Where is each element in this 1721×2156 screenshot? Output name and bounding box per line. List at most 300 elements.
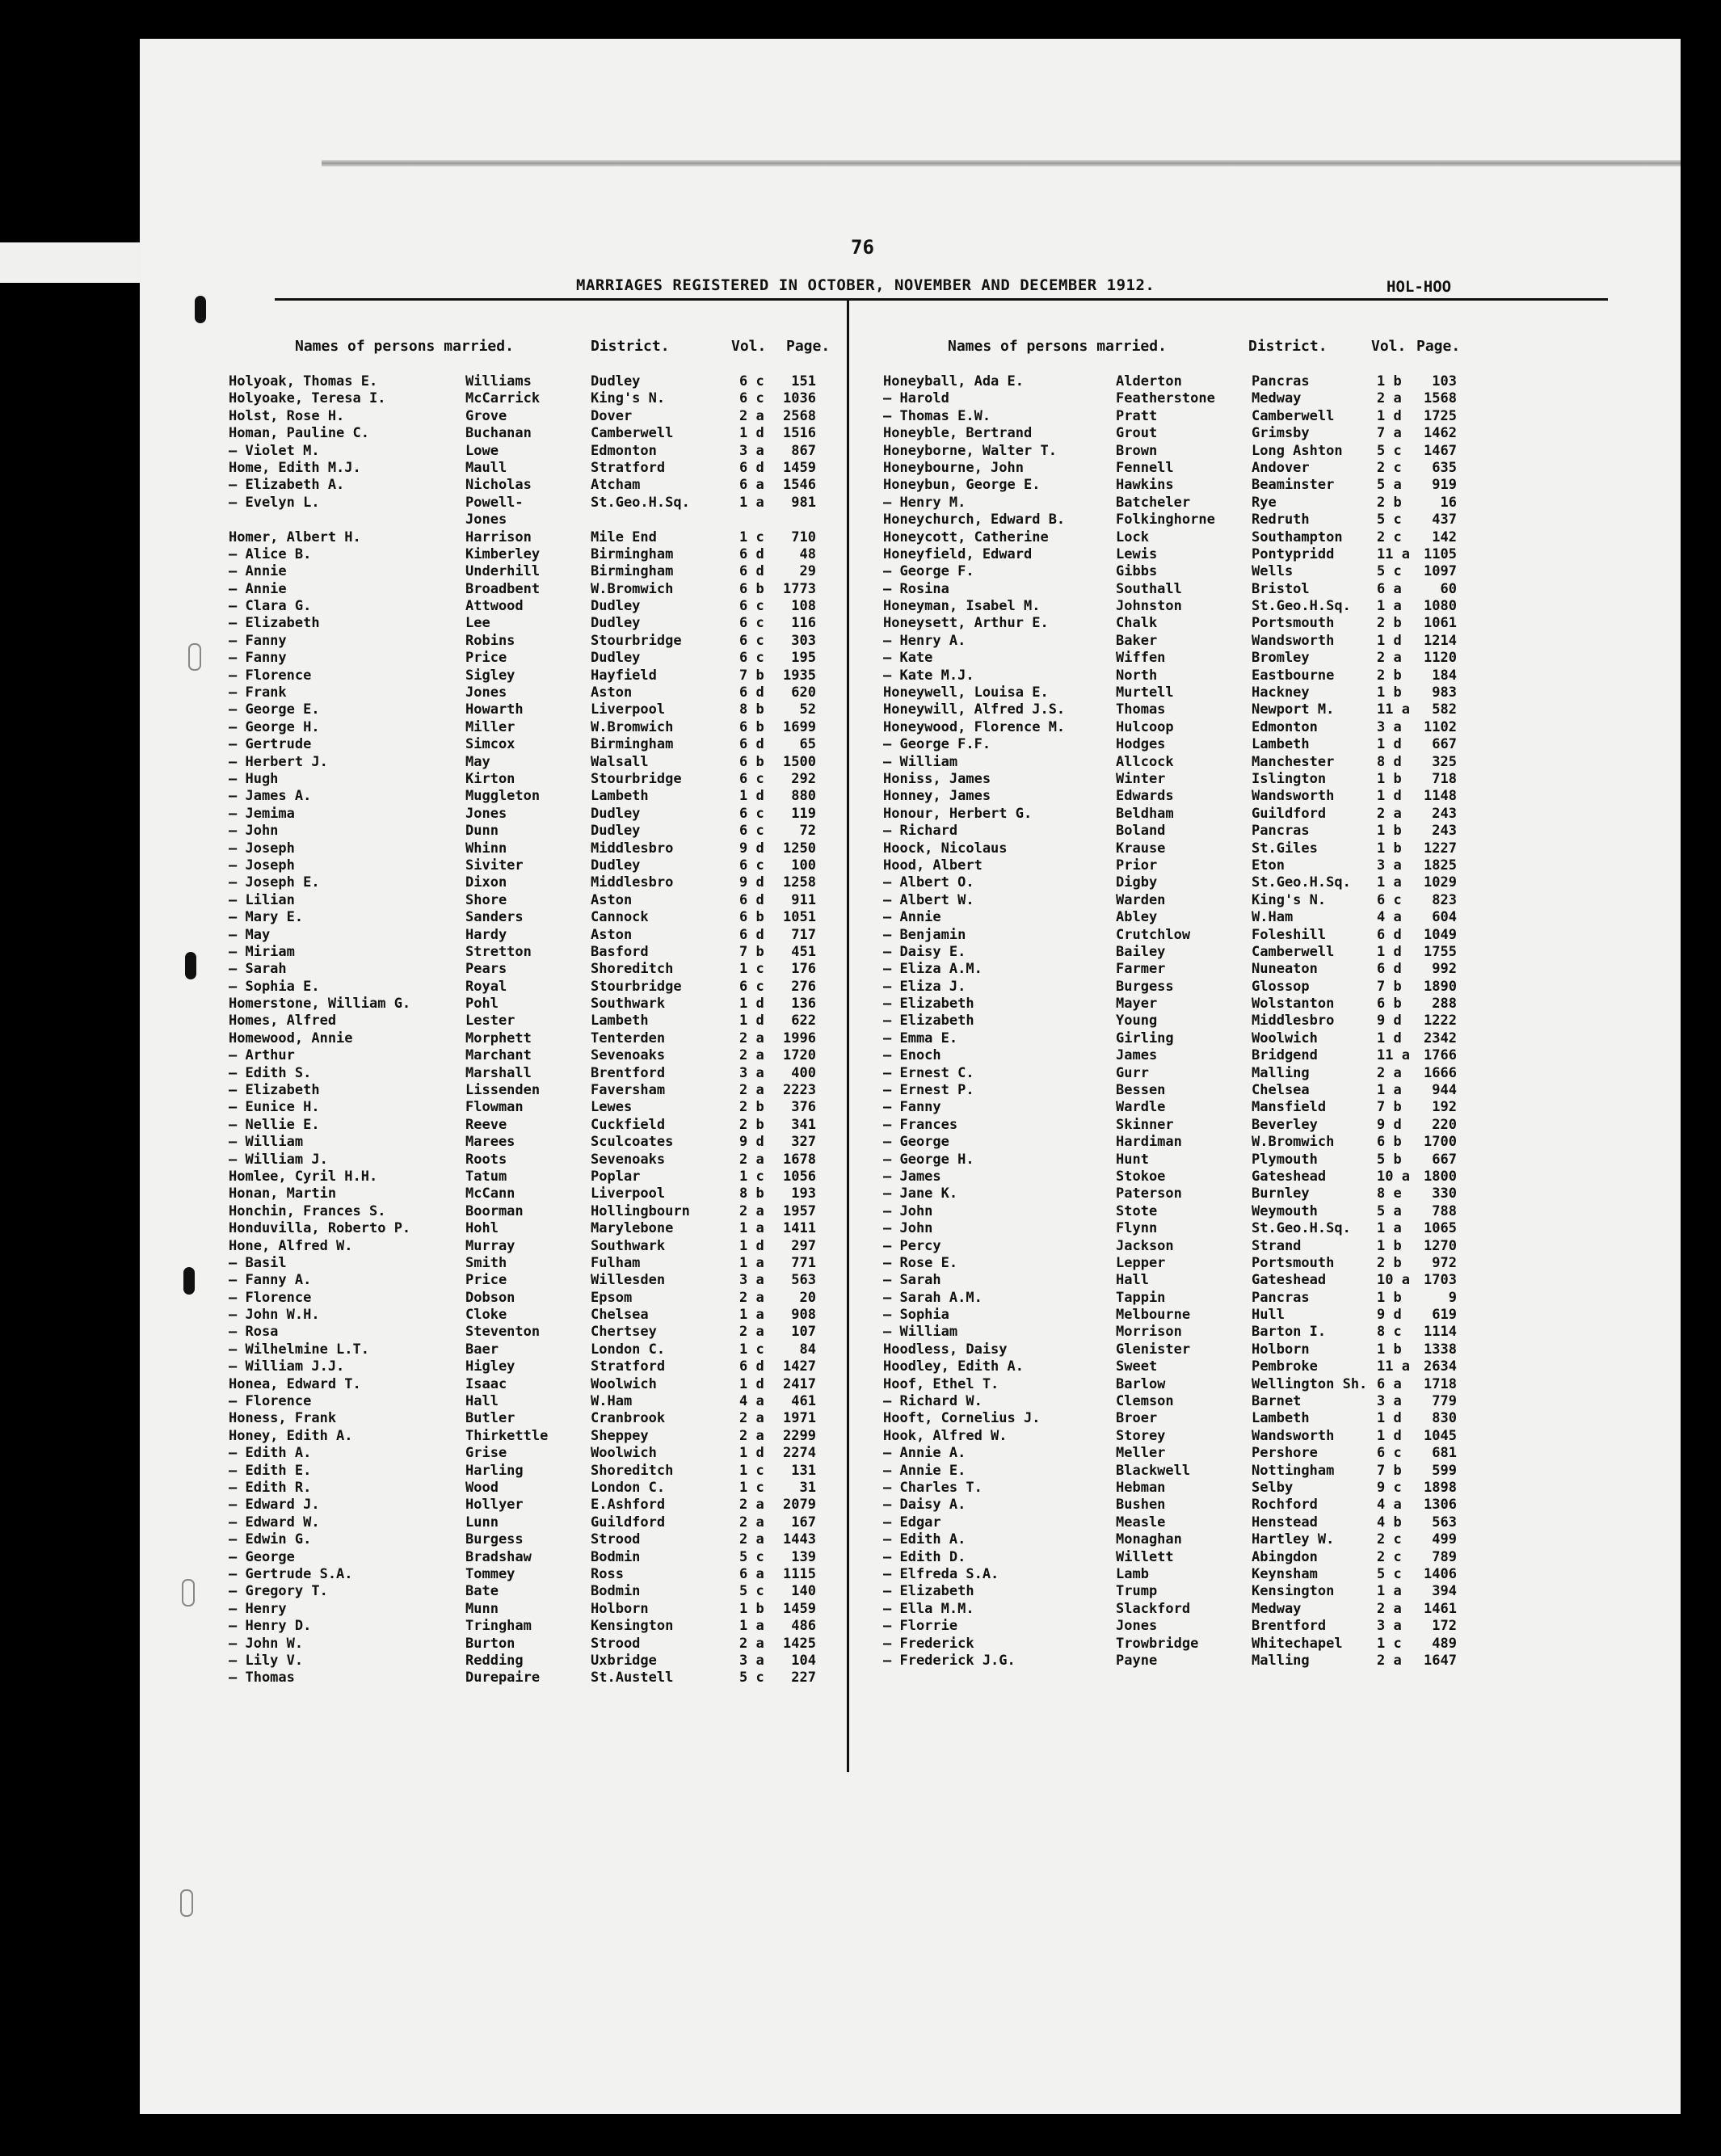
person-name: Honeyborne, Walter T. [883, 442, 1057, 459]
person-name: — John [883, 1220, 933, 1237]
district: Chelsea [1252, 1082, 1310, 1099]
person-name: Homer, Albert H. [229, 528, 361, 545]
table-row [229, 719, 843, 736]
spouse-surname: Pratt [1116, 407, 1158, 424]
spouse-surname: Jones [465, 805, 507, 822]
volume: 6 c [739, 632, 764, 649]
table-row [229, 1307, 843, 1324]
page-ref: 1102 [1424, 718, 1457, 735]
spouse-surname: Hawkins [1116, 477, 1174, 494]
page-ref: 2634 [1424, 1358, 1457, 1375]
page-ref: 276 [791, 978, 816, 995]
spouse-surname: Hall [1116, 1272, 1149, 1289]
volume: 3 a [739, 442, 764, 459]
district: Rochford [1252, 1497, 1318, 1514]
right-column [883, 338, 1618, 1670]
spouse-surname: Bessen [1116, 1082, 1166, 1099]
volume: 1 a [1377, 1082, 1402, 1099]
volume: 7 b [739, 667, 764, 684]
volume: 1 d [1377, 1410, 1402, 1427]
district: Sculcoates [591, 1134, 674, 1151]
table-row [883, 650, 1618, 667]
table-row [229, 546, 843, 563]
volume: 6 d [1377, 926, 1402, 943]
district: Pembroke [1252, 1358, 1318, 1375]
spouse-surname: Warden [1116, 891, 1166, 908]
spouse-surname: Batcheler [1116, 494, 1191, 511]
volume: 2 a [739, 1635, 764, 1652]
table-row [883, 996, 1618, 1013]
spouse-surname: Harling [465, 1462, 524, 1479]
person-name: Holst, Rose H. [229, 407, 345, 424]
person-name: — Sarah [883, 1272, 941, 1289]
person-name: Honour, Herbert G. [883, 805, 1033, 822]
district: Beverley [1252, 1116, 1318, 1133]
person-name: — Edith D. [883, 1548, 966, 1565]
table-row [883, 1549, 1618, 1566]
person-name: — Edgar [883, 1514, 941, 1531]
spouse-surname: Tommey [465, 1565, 515, 1582]
volume: 1 a [1377, 874, 1402, 891]
volume: 1 b [1377, 840, 1402, 857]
spouse-surname: Tappin [1116, 1289, 1166, 1306]
scan-edge-tab [0, 242, 141, 283]
table-row [229, 1393, 843, 1410]
volume: 1 a [739, 1220, 764, 1237]
table-row [883, 408, 1618, 425]
table-row [883, 754, 1618, 771]
table-row [883, 1220, 1618, 1237]
entry-list [229, 373, 843, 1687]
volume: 2 a [739, 1030, 764, 1046]
volume: 6 d [739, 926, 764, 943]
spouse-surname: Boorman [465, 1202, 524, 1219]
spouse-surname: McCann [465, 1185, 515, 1202]
district: Fulham [591, 1254, 641, 1271]
spouse-surname: Johnston [1116, 598, 1182, 615]
person-name: — Edith R. [229, 1480, 312, 1496]
spouse-surname: Roots [465, 1151, 507, 1168]
volume: 1 d [739, 1237, 764, 1254]
district: Chertsey [591, 1324, 657, 1341]
spouse-surname: Lee [465, 615, 490, 632]
spouse-surname: Meller [1116, 1445, 1166, 1462]
page-ref: 944 [1432, 1082, 1457, 1099]
district: Aston [591, 926, 633, 943]
table-row [229, 840, 843, 857]
table-row [883, 1410, 1618, 1427]
volume: 3 a [1377, 718, 1402, 735]
table-row [883, 1601, 1618, 1618]
table-row [229, 1134, 843, 1151]
person-name: — Basil [229, 1254, 287, 1271]
volume: 2 c [1377, 1531, 1402, 1548]
table-row [229, 1566, 843, 1583]
spouse-surname: Nicholas [465, 477, 532, 494]
volume: 6 c [739, 615, 764, 632]
table-row [883, 771, 1618, 788]
district: Keynsham [1252, 1565, 1318, 1582]
spouse-surname: Krause [1116, 840, 1166, 857]
table-row [883, 373, 1618, 390]
table-row [883, 1013, 1618, 1030]
page-ref: 681 [1432, 1445, 1457, 1462]
spouse-surname: Broer [1116, 1410, 1158, 1427]
volume: 2 a [739, 1082, 764, 1099]
punch-hole-mark [195, 296, 206, 323]
volume: 1 c [739, 1480, 764, 1496]
volume: 2 a [739, 1531, 764, 1548]
person-name: — Daisy E. [883, 943, 966, 960]
spouse-surname: Simcox [465, 736, 515, 753]
page-ref: 1666 [1424, 1064, 1457, 1081]
spouse-surname: Wiffen [1116, 650, 1166, 667]
district: King's N. [1252, 891, 1327, 908]
district: Dudley [591, 598, 641, 615]
person-name: — George H. [229, 718, 320, 735]
table-row [883, 1376, 1618, 1393]
volume: 6 b [1377, 1134, 1402, 1151]
table-row [229, 1203, 843, 1220]
volume: 2 b [1377, 1254, 1402, 1271]
table-row [229, 1514, 843, 1531]
district: Manchester [1252, 753, 1335, 770]
volume: 11 a [1377, 1358, 1410, 1375]
spouse-surname: Hohl [465, 1220, 499, 1237]
district: London C. [591, 1480, 666, 1496]
volume: 6 c [1377, 1445, 1402, 1462]
person-name: Hood, Albert [883, 857, 983, 874]
person-name: Honeyfield, Edward [883, 545, 1033, 562]
table-row [229, 512, 843, 528]
spouse-surname: Bate [465, 1583, 499, 1600]
entry-list [883, 373, 1618, 1670]
volume: 2 c [1377, 528, 1402, 545]
person-name: — William [883, 1324, 958, 1341]
spouse-surname: Southall [1116, 580, 1182, 597]
district: Shoreditch [591, 961, 674, 978]
district: Dudley [591, 650, 641, 667]
volume: 2 a [1377, 805, 1402, 822]
table-row [229, 667, 843, 684]
spouse-surname: May [465, 753, 490, 770]
page-ref: 710 [791, 528, 816, 545]
page-ref: 2568 [783, 407, 816, 424]
table-row [229, 909, 843, 926]
person-name: — May [229, 926, 271, 943]
table-row [883, 598, 1618, 615]
person-name: Hook, Alfred W. [883, 1427, 1008, 1444]
district: Bridgend [1252, 1047, 1318, 1064]
person-name: — William [229, 1134, 304, 1151]
page-ref: 1097 [1424, 563, 1457, 580]
person-name: — Annie E. [883, 1462, 966, 1479]
person-name: Honeywill, Alfred J.S. [883, 701, 1066, 718]
district: Hartley W. [1252, 1531, 1335, 1548]
heading-names: Names of persons married. [295, 338, 514, 355]
district: St.Austell [591, 1670, 674, 1686]
district: Stourbridge [591, 770, 682, 787]
table-row [229, 1497, 843, 1514]
spouse-surname: Powell- [465, 494, 524, 511]
table-row [229, 1428, 843, 1445]
page-ref: 981 [791, 494, 816, 511]
district: Pancras [1252, 823, 1310, 840]
table-row [229, 633, 843, 650]
district: Redruth [1252, 512, 1310, 528]
person-name: — Nellie E. [229, 1116, 320, 1133]
district: Nuneaton [1252, 961, 1318, 978]
volume: 1 b [1377, 1341, 1402, 1358]
spouse-surname: Marchant [465, 1047, 532, 1064]
table-row [883, 667, 1618, 684]
table-row [229, 1653, 843, 1670]
page-ref: 1699 [783, 718, 816, 735]
person-name: — Fanny A. [229, 1272, 312, 1289]
table-row [229, 1082, 843, 1099]
person-name: — Edward W. [229, 1514, 320, 1531]
table-row [883, 1065, 1618, 1082]
volume: 6 b [1377, 996, 1402, 1013]
page-ref: 1443 [783, 1531, 816, 1548]
district: Foleshill [1252, 926, 1327, 943]
spouse-surname: Prior [1116, 857, 1158, 874]
volume: 1 d [739, 788, 764, 805]
spouse-surname: Winter [1116, 770, 1166, 787]
person-name: — Gertrude [229, 736, 312, 753]
person-name: — Jane K. [883, 1185, 958, 1202]
person-name: — Joseph E. [229, 874, 320, 891]
volume: 9 d [1377, 1307, 1402, 1324]
volume: 5 a [1377, 477, 1402, 494]
punch-hole-mark [185, 952, 196, 979]
page-ref: 52 [799, 701, 816, 718]
district: Sevenoaks [591, 1151, 666, 1168]
table-row [883, 1480, 1618, 1497]
page-ref: 788 [1432, 1202, 1457, 1219]
page-ref: 1056 [783, 1168, 816, 1185]
person-name: Honeycott, Catherine [883, 528, 1049, 545]
volume: 2 a [1377, 1652, 1402, 1669]
person-name: Homan, Pauline C. [229, 425, 369, 442]
page-ref: 1061 [1424, 615, 1457, 632]
table-row [229, 996, 843, 1013]
volume: 2 a [1377, 650, 1402, 667]
district: Nottingham [1252, 1462, 1335, 1479]
table-row [229, 495, 843, 512]
spouse-surname: Beldham [1116, 805, 1174, 822]
page-ref: 489 [1432, 1635, 1457, 1652]
spouse-surname: Hollyer [465, 1497, 524, 1514]
column-divider [847, 300, 849, 1772]
volume: 6 c [739, 857, 764, 874]
page-ref: 303 [791, 632, 816, 649]
volume: 4 a [1377, 909, 1402, 926]
district: Cuckfield [591, 1116, 666, 1133]
spouse-surname: Lunn [465, 1514, 499, 1531]
page-ref: 1105 [1424, 545, 1457, 562]
volume: 1 d [739, 425, 764, 442]
spouse-surname: Cloke [465, 1307, 507, 1324]
table-row [883, 1152, 1618, 1169]
volume: 2 a [739, 1047, 764, 1064]
person-name: — Richard [883, 823, 958, 840]
volume: 1 d [739, 1375, 764, 1392]
volume: 8 c [1377, 1324, 1402, 1341]
district: Stratford [591, 1358, 666, 1375]
table-row [883, 1047, 1618, 1064]
page-ref: 1462 [1424, 425, 1457, 442]
district: Bristol [1252, 580, 1310, 597]
page-ref: 486 [791, 1618, 816, 1635]
person-name: — Emma E. [883, 1030, 958, 1046]
page-ref: 1971 [783, 1410, 816, 1427]
table-row [229, 1099, 843, 1116]
volume: 6 b [739, 909, 764, 926]
person-name: — Rosina [883, 580, 949, 597]
district: Bodmin [591, 1548, 641, 1565]
person-name: — Eliza J. [883, 978, 966, 995]
table-row [229, 1152, 843, 1169]
table-row [229, 650, 843, 667]
person-name: — Richard W. [883, 1393, 983, 1410]
page-ref: 789 [1432, 1548, 1457, 1565]
page-ref: 1773 [783, 580, 816, 597]
district: Lambeth [591, 1013, 649, 1030]
table-row [229, 874, 843, 891]
person-name: — George [883, 1134, 949, 1151]
volume: 3 a [1377, 1393, 1402, 1410]
page-ref: 667 [1432, 1151, 1457, 1168]
spouse-surname: Williams [465, 373, 532, 390]
person-name: — Charles T. [883, 1480, 983, 1496]
punch-hole [182, 1579, 195, 1606]
district: Malling [1252, 1652, 1310, 1669]
district: Ross [591, 1565, 624, 1582]
table-row [229, 1272, 843, 1289]
table-row [883, 460, 1618, 477]
spouse-surname: Hebman [1116, 1480, 1166, 1496]
spouse-surname: McCarrick [465, 390, 541, 407]
spouse-surname: Sanders [465, 909, 524, 926]
district: Mile End [591, 528, 657, 545]
table-row [883, 1082, 1618, 1099]
table-row [229, 373, 843, 390]
person-name: — George F. [883, 563, 974, 580]
table-row [883, 1514, 1618, 1531]
page-ref: 599 [1432, 1462, 1457, 1479]
table-row [883, 1393, 1618, 1410]
spouse-surname: Murray [465, 1237, 515, 1254]
district: Sevenoaks [591, 1047, 666, 1064]
district: Stourbridge [591, 632, 682, 649]
district: Plymouth [1252, 1151, 1318, 1168]
page-ref: 288 [1432, 996, 1457, 1013]
volume: 5 c [1377, 1565, 1402, 1582]
page-ref: 499 [1432, 1531, 1457, 1548]
person-name: — Herbert J. [229, 753, 328, 770]
person-name: — Edith A. [883, 1531, 966, 1548]
table-row [883, 1238, 1618, 1255]
header-rule [275, 298, 1608, 301]
district: St.Geo.H.Sq. [1252, 874, 1351, 891]
table-row [883, 1341, 1618, 1358]
person-name: — Ernest P. [883, 1082, 974, 1099]
person-name: — Rose E. [883, 1254, 958, 1271]
page-ref: 1725 [1424, 407, 1457, 424]
district: Brentford [1252, 1618, 1327, 1635]
table-row [229, 529, 843, 546]
spouse-surname: Butler [465, 1410, 515, 1427]
heading-page: Page. [1416, 338, 1461, 355]
spouse-surname: Gibbs [1116, 563, 1158, 580]
spouse-surname: Baer [465, 1341, 499, 1358]
spouse-surname: Jones [1116, 1618, 1158, 1635]
page-ref: 1115 [783, 1565, 816, 1582]
person-name: — Henry A. [883, 632, 966, 649]
page-ref: 220 [1432, 1116, 1457, 1133]
table-row [229, 1670, 843, 1686]
page-ref: 1568 [1424, 390, 1457, 407]
page-ref: 880 [791, 788, 816, 805]
person-name: — Alice B. [229, 545, 312, 562]
person-name: — Sarah [229, 961, 287, 978]
page-ref: 1270 [1424, 1237, 1457, 1254]
spouse-surname: Burgess [465, 1531, 524, 1548]
spouse-surname: Lowe [465, 442, 499, 459]
volume: 6 a [739, 1565, 764, 1582]
person-name: — Clara G. [229, 598, 312, 615]
page-ref: 9 [1448, 1289, 1457, 1306]
district: Epsom [591, 1289, 633, 1306]
volume: 9 d [1377, 1116, 1402, 1133]
person-name: — Eliza A.M. [883, 961, 983, 978]
spouse-surname: Hodges [1116, 736, 1166, 753]
spouse-surname: Steventon [465, 1324, 541, 1341]
district: Mansfield [1252, 1099, 1327, 1116]
page-ref: 992 [1432, 961, 1457, 978]
district: Uxbridge [591, 1652, 657, 1669]
volume: 5 c [1377, 512, 1402, 528]
page-ref: 72 [799, 823, 816, 840]
page-ref: 16 [1440, 494, 1457, 511]
table-row [883, 892, 1618, 909]
district: St.Geo.H.Sq. [1252, 598, 1351, 615]
district: Henstead [1252, 1514, 1318, 1531]
page-ref: 184 [1432, 667, 1457, 684]
spouse-surname: Brown [1116, 442, 1158, 459]
district: Cranbrook [591, 1410, 666, 1427]
spouse-surname: Thirkettle [465, 1427, 549, 1444]
person-name: Hooft, Cornelius J. [883, 1410, 1041, 1427]
page-ref: 604 [1432, 909, 1457, 926]
district: Lambeth [1252, 1410, 1310, 1427]
spouse-surname: Kimberley [465, 545, 541, 562]
district: Gateshead [1252, 1168, 1327, 1185]
spouse-surname: Lamb [1116, 1565, 1149, 1582]
person-name: — Evelyn L. [229, 494, 320, 511]
page-ref: 1825 [1424, 857, 1457, 874]
volume: 3 a [739, 1272, 764, 1289]
district: Lambeth [591, 788, 649, 805]
spouse-surname: Dunn [465, 823, 499, 840]
page-ref: 1222 [1424, 1013, 1457, 1030]
page-ref: 1427 [783, 1358, 816, 1375]
person-name: — Fanny [229, 650, 287, 667]
district: Barnet [1252, 1393, 1302, 1410]
page-ref: 1935 [783, 667, 816, 684]
page-ref: 667 [1432, 736, 1457, 753]
